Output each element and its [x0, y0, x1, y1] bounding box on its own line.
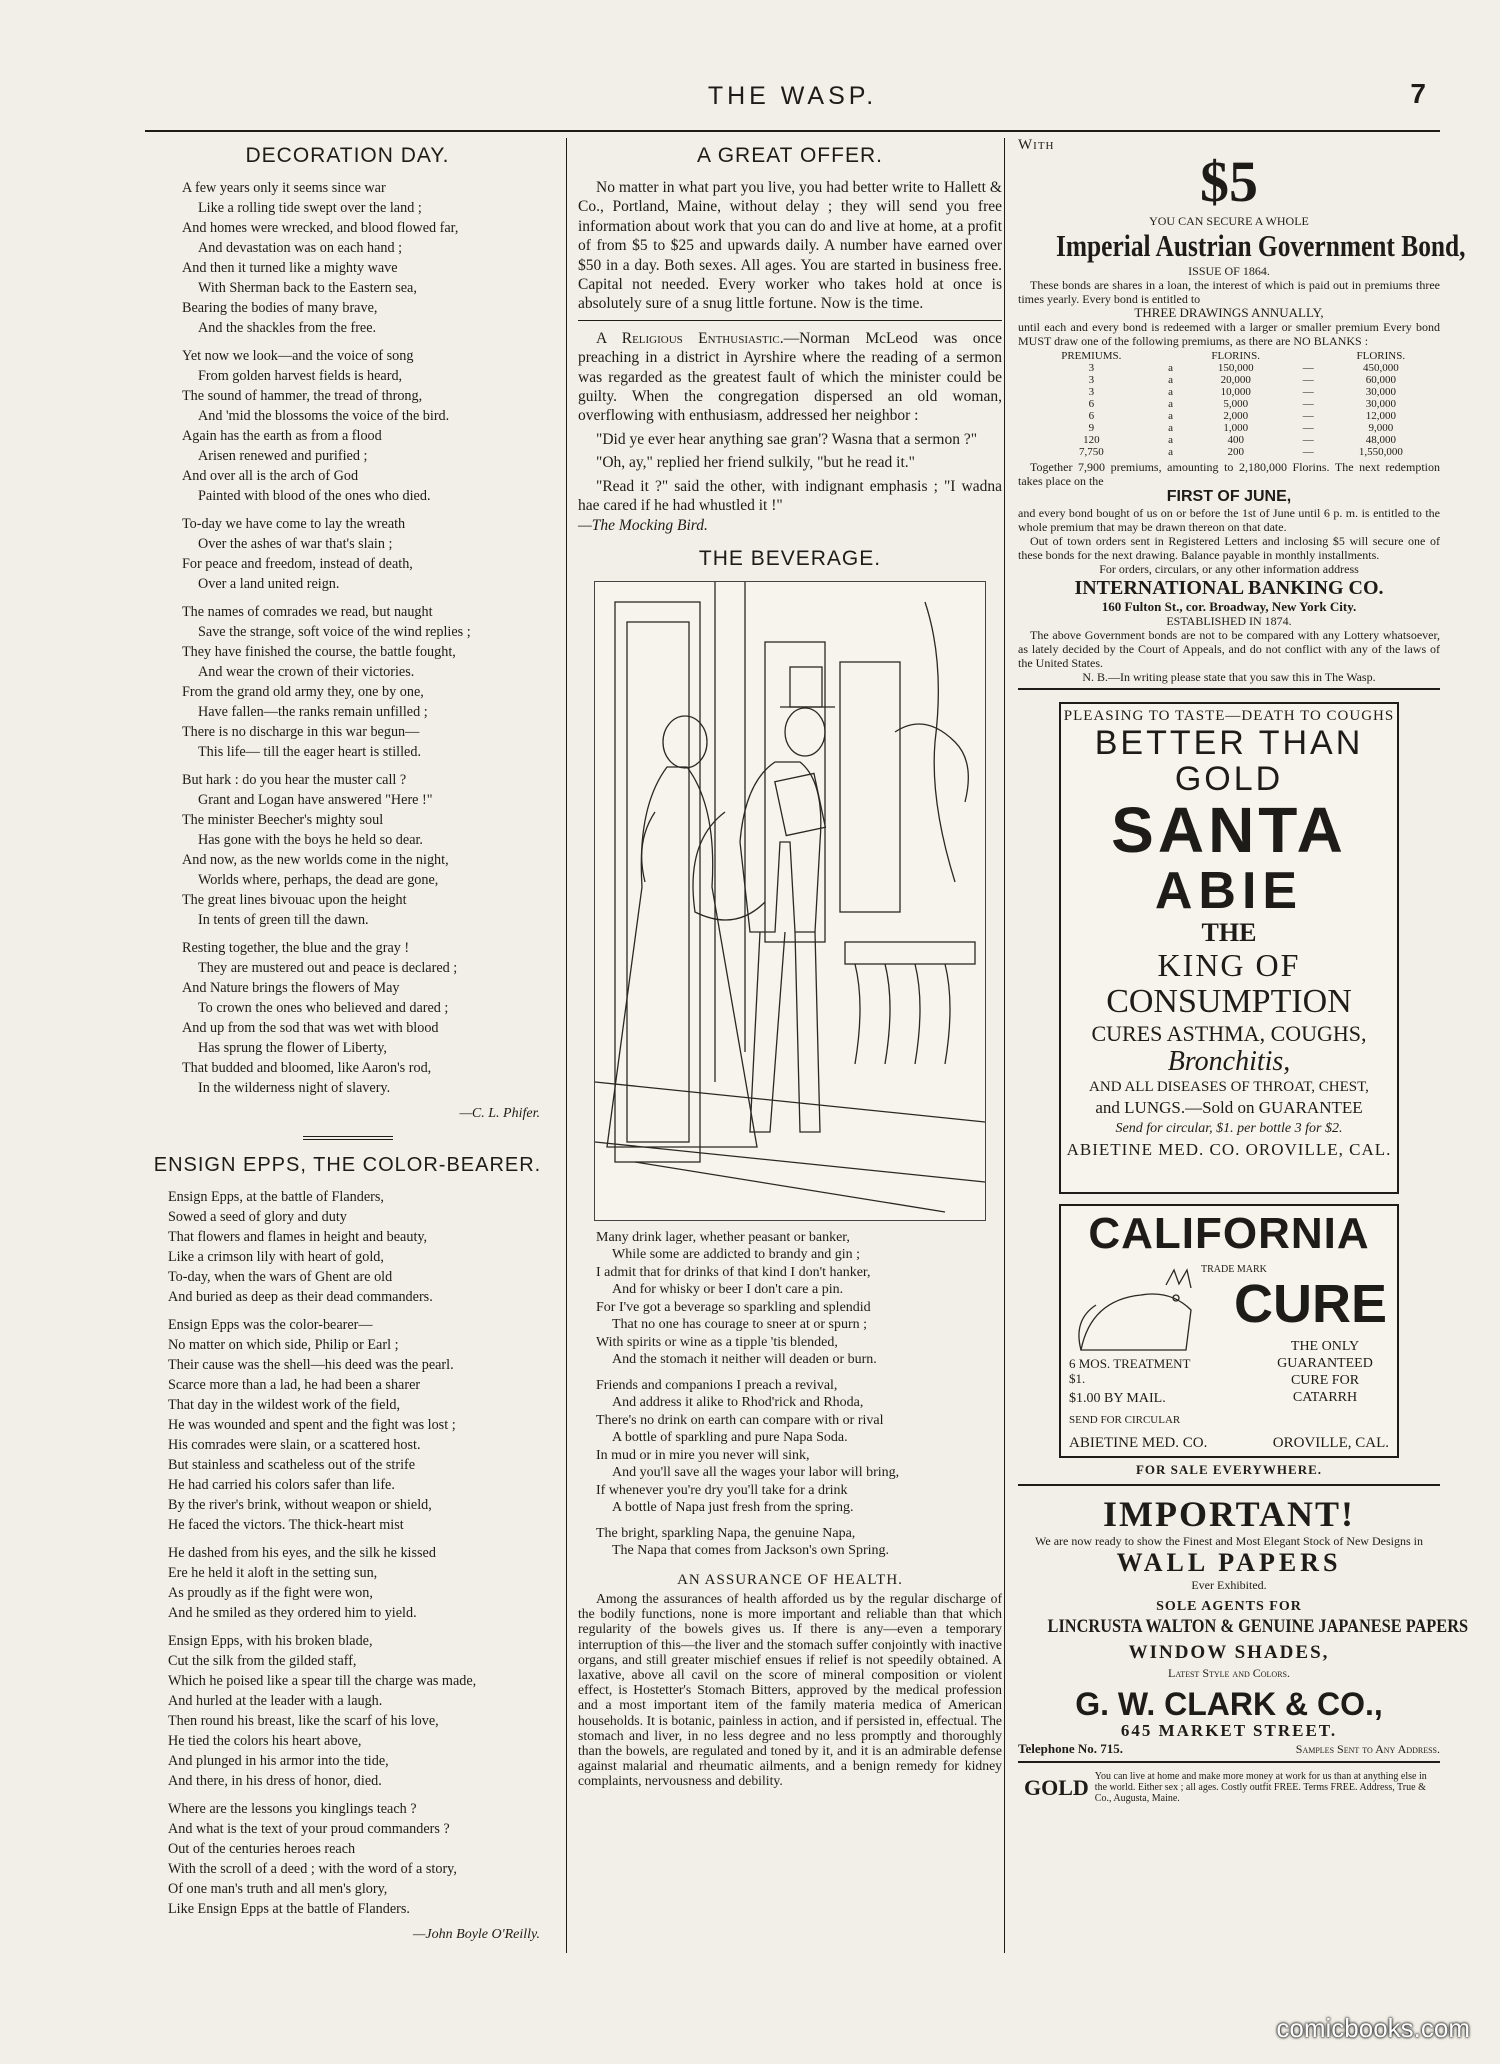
stanza — [182, 602, 560, 762]
santa-l9: Bronchitis, — [1167, 1046, 1291, 1077]
stanza — [182, 346, 560, 506]
poem-line: They have finished the course, the battle fought, — [182, 644, 456, 660]
beverage-illustration — [594, 581, 986, 1221]
poem-line: From golden harvest fields is heard, — [198, 368, 403, 384]
premiums-cell: 450,000 — [1362, 362, 1399, 374]
premiums-cell: 2,000 — [1223, 410, 1249, 422]
poem-line: Of one man's truth and all men's glory, — [168, 1881, 388, 1897]
stanza — [182, 770, 560, 930]
poem-line: Painted with blood of the ones who died. — [198, 488, 431, 504]
page-header — [145, 78, 1440, 132]
religious-source: —The Mocking Bird. — [578, 516, 708, 534]
stanza — [168, 1631, 560, 1791]
premiums-header-cell: PREMIUMS. — [1061, 350, 1122, 362]
premiums-row — [1018, 398, 1440, 410]
religious-p1: —Norman McLeod was once preaching in a district in Ayrshire where the reading of a sermon was regarded as the greatest fault of which the minister could be guilty. When the congregation dispersed an old woman, overflowing with enthusiasm, addressed her neighbor : — [578, 329, 1002, 425]
premiums-cell: — — [1302, 398, 1314, 410]
clark-p1: We are now ready to show the Finest and Most Elegant Stock of New Designs in — [1035, 1534, 1423, 1548]
bond-text-7: The above Government bonds are not to be compared with any Lottery whatsoever, as lately decided by the Court of Appeals, and do not conflict with any of the laws of the United States. — [1018, 628, 1440, 670]
calcure-l2: CURE — [1233, 1274, 1387, 1334]
bank-address: 160 Fulton St., cor. Broadway, New York City. — [1101, 599, 1357, 614]
poem-line: For I've got a beverage so sparkling and splendid — [596, 1299, 871, 1315]
poem-line: He dashed from his eyes, and the silk he kissed — [168, 1545, 436, 1561]
middle-column — [578, 140, 1002, 1793]
stanza — [168, 1799, 560, 1919]
poem-line: That day in the wildest work of the field, — [168, 1397, 401, 1413]
great-offer-text — [578, 178, 1002, 314]
premiums-cell: 30,000 — [1365, 398, 1396, 410]
poem-line: And buried as deep as their dead commanders. — [168, 1289, 433, 1305]
stanza — [168, 1187, 560, 1307]
santa-l8: CURES ASTHMA, COUGHS, — [1091, 1021, 1367, 1046]
poem-line: And wear the crown of their victories. — [198, 664, 415, 680]
poem-line: And now, as the new worlds come in the night, — [182, 852, 449, 868]
premiums-cell: a — [1168, 422, 1174, 434]
premiums-cell: 48,000 — [1365, 434, 1396, 446]
premiums-cell: 6 — [1088, 410, 1095, 422]
stanza — [182, 938, 560, 1098]
premiums-cell: a — [1168, 434, 1174, 446]
calcure-l4: $1.00 BY MAIL. — [1069, 1391, 1166, 1406]
religious-lead: A Religious Enthusiastic. — [596, 329, 784, 347]
poem-line: Out of the centuries heroes reach — [168, 1841, 356, 1857]
health-title: AN ASSURANCE OF HEALTH. — [677, 1571, 903, 1588]
page-number: 7 — [1410, 78, 1426, 109]
poem-line: To-day we have come to lay the wreath — [182, 516, 406, 532]
poem-line: They are mustered out and peace is declared ; — [198, 960, 458, 976]
poem-line: Where are the lessons you kinglings teach ? — [168, 1801, 417, 1817]
poem-line: Grant and Logan have answered "Here !" — [198, 792, 433, 808]
poem-line: The sound of hammer, the tread of throng, — [182, 388, 423, 404]
poem-line: As proudly as if the fight were won, — [168, 1585, 373, 1601]
poem-line: Have fallen—the ranks remain unfilled ; — [198, 704, 428, 720]
poem-line: And the stomach it neither will deaden or burn. — [612, 1352, 877, 1368]
ensign-epps-signature: —John Boyle O'Reilly. — [412, 1927, 540, 1942]
premiums-cell: 3 — [1088, 386, 1095, 398]
santa-l3: SANTA — [1111, 794, 1347, 866]
poem-line: Save the strange, soft voice of the wind replies ; — [198, 624, 471, 640]
premiums-row — [1018, 374, 1440, 386]
gold-text: You can live at home and make more money at work for us than at anything else in the world. Either sex ; all ages. Costly outfit FREE. Terms FREE. Address, True & Co., Augusta, Maine. — [1094, 1771, 1427, 1804]
santa-l5: THE — [1201, 918, 1257, 947]
poem-line: And over all is the arch of God — [182, 468, 359, 484]
cat-illustration — [1071, 1260, 1201, 1360]
santa-abie-advertisement — [1059, 702, 1399, 1194]
stanza — [182, 178, 560, 338]
stanza — [596, 1377, 1002, 1517]
poem-line: Resting together, the blue and the gray ! — [182, 940, 410, 956]
poem-line: And Nature brings the flowers of May — [182, 980, 400, 996]
premiums-row — [1018, 410, 1440, 422]
poem-line: Cut the silk from the gilded staff, — [168, 1653, 357, 1669]
poem-line: Then round his breast, like the scarf of his love, — [168, 1713, 439, 1729]
poem-line: He tied the colors his heart above, — [168, 1733, 362, 1749]
beverage-title: THE BEVERAGE. — [698, 546, 882, 570]
poem-line: And address it alike to Rhod'rick and Rhoda, — [612, 1395, 864, 1411]
premiums-header-cell: FLORINS. — [1356, 350, 1406, 362]
premiums-row — [1018, 386, 1440, 398]
poem-line: For peace and freedom, instead of death, — [182, 556, 413, 572]
poem-line: If whenever you're dry you'll take for a drink — [596, 1482, 848, 1498]
divider — [578, 320, 1002, 321]
religious-enthusiastic-article — [578, 329, 1002, 535]
calcure-l6: THE ONLY GUARANTEED CURE FOR CATARRH — [1277, 1339, 1373, 1405]
health-paragraph: Among the assurances of health afforded us by the regular discharge of the bodily functions, none is more important and reliable than that which regularity of the bowels gives us. If there is any—even a temporary interruption of this—the liver and the stomach suffer conjointly with inactive organs, and still greater mischief ensues if relief is not speedily obtained. A laxative, above all cavil on the score of mineral composition or violent effect, is Hostetter's Stomach Bitters, approved by the medical profession and a most important item of the family materia medica of American households. It is botanic, painless in action, and if persisted in, effectual. The stomach and liver, in no less degree and no less promptly and thoroughly than the bowels, are regulated and toned by it, and it is an admirable defense against malarial and rheumatic ailments, and a benign remedy for kidney complaints, nervousness and debility. — [578, 1590, 1002, 1789]
bond-text-4: and every bond bought of us on or before the 1st of June until 6 p. m. is entitled to the whole premium that may be drawn thereon on that date. — [1018, 506, 1440, 534]
poem-line: Like a crimson lily with heart of gold, — [168, 1249, 384, 1265]
premiums-cell: — — [1302, 446, 1314, 458]
poem-line: A bottle of sparkling and pure Napa Soda. — [612, 1430, 848, 1446]
poem-line: I admit that for drinks of that kind I don't hanker, — [596, 1264, 871, 1280]
premiums-cell: — — [1302, 410, 1314, 422]
poem-line: There is no discharge in this war begun— — [182, 724, 420, 740]
great-offer-paragraph: No matter in what part you live, you had better write to Hallett & Co., Portland, Maine, without delay ; they will send you free information about work that you can do and live at home, at a profit of from $5 to $25 and upwards daily. A number have earned over $50 in a day. Both sexes. All ages. You are started in business free. Capital not needed. Every worker who takes hold at once is absolutely sure of a snug little fortune. Now is the time. — [578, 179, 1002, 313]
premiums-cell: 6 — [1088, 398, 1095, 410]
bond-price: $5 — [1200, 149, 1258, 214]
bond-text-8: N. B.—In writing please state that you saw this in The Wasp. — [1018, 670, 1440, 690]
poem-line: And the shackles from the free. — [198, 320, 377, 336]
santa-l4: ABIE — [1154, 862, 1304, 920]
poem-line: Which he poised like a spear till the charge was made, — [168, 1673, 477, 1689]
poem-line: Scarce more than a lad, he had been a sharer — [168, 1377, 421, 1393]
poem-line: The bright, sparkling Napa, the genuine Napa, — [596, 1525, 856, 1541]
poem-line: With Sherman back to the Eastern sea, — [198, 280, 417, 296]
stanza — [182, 514, 560, 594]
poem-line: This life— till the eager heart is stilled. — [198, 744, 421, 760]
poem-line: With spirits or wine as a tipple 'tis blended, — [596, 1334, 838, 1350]
poem-line: Like a rolling tide swept over the land ; — [198, 200, 422, 216]
poem-line: That budded and bloomed, like Aaron's rod, — [182, 1060, 432, 1076]
poem-line: And then it turned like a mighty wave — [182, 260, 398, 276]
poem-line: The minister Beecher's mighty soul — [182, 812, 384, 828]
decoration-day-poem — [135, 178, 560, 1098]
column-rule-left — [566, 138, 567, 1953]
premiums-cell: 60,000 — [1365, 374, 1396, 386]
clark-samples: Samples Sent to Any Address. — [1295, 1742, 1440, 1756]
santa-l12: Send for circular, $1. per bottle 3 for $2. — [1115, 1121, 1343, 1136]
poem-line: No matter on which side, Philip or Earl ; — [168, 1337, 399, 1353]
santa-l1: PLEASING TO TASTE—DEATH TO COUGHS — [1063, 708, 1395, 724]
poem-line: He faced the victors. The thick-heart mist — [168, 1517, 404, 1533]
bond-text-5: Out of town orders sent in Registered Letters and inclosing $5 will secure one of these bonds for the next drawing. Balance payable in monthly installments. — [1018, 534, 1440, 562]
poem-line: And homes were wrecked, and blood flowed far, — [182, 220, 459, 236]
clark-latest: Latest Style and Colors. — [1167, 1666, 1290, 1680]
premiums-cell: 3 — [1088, 362, 1095, 374]
premiums-cell: — — [1302, 374, 1314, 386]
clark-telephone: Telephone No. 715. — [1018, 1741, 1123, 1756]
poem-line: The great lines bivouac upon the height — [182, 892, 407, 908]
poem-line: By the river's brink, without weapon or shield, — [168, 1497, 432, 1513]
bond-advertisement — [1018, 137, 1466, 690]
bond-drawings: THREE DRAWINGS ANNUALLY, — [1134, 305, 1324, 320]
premiums-cell: a — [1168, 374, 1174, 386]
poem-line: In tents of green till the dawn. — [198, 912, 369, 928]
poem-line: In mud or in mire you never will sink, — [596, 1447, 810, 1463]
santa-l7: CONSUMPTION — [1106, 983, 1352, 1020]
premiums-cell: 12,000 — [1365, 410, 1396, 422]
gold-word: GOLD — [1024, 1774, 1089, 1800]
bond-with: With — [1018, 137, 1055, 153]
poem-line: That flowers and flames in height and beauty, — [168, 1229, 428, 1245]
ensign-epps-title: ENSIGN EPPS, THE COLOR-BEARER. — [153, 1154, 542, 1176]
santa-l11: and LUNGS.—Sold on GUARANTEE — [1095, 1098, 1363, 1117]
bond-issue: ISSUE OF 1864. — [1188, 264, 1270, 278]
premiums-cell: 7,750 — [1078, 446, 1104, 458]
premiums-cell: 20,000 — [1220, 374, 1251, 386]
stanza — [168, 1543, 560, 1623]
premiums-header-cell — [1165, 350, 1177, 362]
great-offer-title: A GREAT OFFER. — [697, 144, 883, 167]
poem-line: And hurled at the leader with a laugh. — [168, 1693, 383, 1709]
masthead-title: THE WASP. — [707, 82, 878, 110]
poem-line: A few years only it seems since war — [182, 180, 386, 196]
clark-important: IMPORTANT! — [1102, 1494, 1356, 1534]
religious-paragraph-3: "Oh, ay," replied her friend sulkily, "but he read it." — [596, 454, 915, 472]
premiums-cell: 5,000 — [1223, 398, 1249, 410]
poem-line: He was wounded and spent and the fight was lost ; — [168, 1417, 456, 1433]
bond-title: Imperial Austrian Government Bond, — [1055, 228, 1466, 263]
poem-line: Has gone with the boys he held so dear. — [198, 832, 423, 848]
bond-secure: YOU CAN SECURE A WHOLE — [1149, 214, 1309, 228]
poem-line: And he smiled as they ordered him to yield. — [168, 1605, 417, 1621]
calcure-l1: CALIFORNIA — [1088, 1209, 1370, 1258]
section-separator — [303, 1136, 393, 1140]
premiums-cell: 9 — [1088, 422, 1095, 434]
poem-line: Again has the earth as from a flood — [182, 428, 382, 444]
poem-line: Arisen renewed and purified ; — [198, 448, 368, 464]
premiums-row — [1018, 446, 1440, 458]
calcure-trademark: TRADE MARK — [1201, 1264, 1267, 1275]
decoration-day-title: DECORATION DAY. — [245, 144, 450, 167]
poem-line: Ere he held it aloft in the setting sun, — [168, 1565, 378, 1581]
clark-exhibited: Ever Exhibited. — [1191, 1578, 1267, 1592]
santa-l2: BETTER THAN GOLD — [1094, 724, 1364, 798]
poem-line: And 'mid the blossoms the voice of the bird. — [198, 408, 450, 424]
poem-line: Many drink lager, whether peasant or banker, — [596, 1229, 850, 1245]
premiums-cell: a — [1168, 446, 1174, 458]
santa-l13: ABIETINE MED. CO. OROVILLE, CAL. — [1066, 1140, 1392, 1159]
poem-line: Yet now we look—and the voice of song — [182, 348, 414, 364]
calcure-sale: FOR SALE EVERYWHERE. — [1018, 1458, 1440, 1486]
illustration-drawing — [595, 582, 985, 1220]
poem-line: He had carried his colors safer than life. — [168, 1477, 395, 1493]
clark-advertisement — [1018, 1494, 1469, 1763]
calcure-l3: 6 MOS. TREATMENT $1. — [1069, 1356, 1191, 1386]
poem-line: In the wilderness night of slavery. — [198, 1080, 391, 1096]
clark-street: 645 MARKET STREET. — [1120, 1721, 1338, 1740]
poem-line: And you'll save all the wages your labor will bring, — [612, 1465, 900, 1481]
bond-text-2: until each and every bond is redeemed with a larger or smaller premium Every bond MUST draw one of the following premiums, as there are NO BLANKS : — [1018, 320, 1440, 348]
premiums-cell: 120 — [1083, 434, 1100, 446]
calcure-l7: ABIETINE MED. CO. — [1069, 1435, 1208, 1451]
poem-line: To-day, when the wars of Ghent are old — [168, 1269, 393, 1285]
premiums-cell: — — [1302, 362, 1314, 374]
poem-line: The Napa that comes from Jackson's own Spring. — [612, 1543, 890, 1559]
gold-advertisement — [1018, 1771, 1440, 1804]
poem-line: Friends and companions I preach a revival, — [596, 1377, 838, 1393]
premiums-cell: 150,000 — [1217, 362, 1254, 374]
california-cure-advertisement — [1059, 1204, 1399, 1458]
poem-line: And for whisky or beer I don't care a pin. — [612, 1282, 844, 1298]
clark-footer — [1018, 1738, 1440, 1763]
poem-line: There's no drink on earth can compare with or rival — [596, 1412, 884, 1428]
clark-agents: SOLE AGENTS FOR — [1156, 1599, 1302, 1614]
poem-line: And what is the text of your proud commanders ? — [168, 1821, 450, 1837]
bank-established: ESTABLISHED IN 1874. — [1166, 614, 1292, 628]
clark-company: G. W. CLARK & CO., — [1075, 1686, 1383, 1722]
poem-line: Ensign Epps, at the battle of Flanders, — [168, 1189, 384, 1205]
santa-l6: KING OF — [1157, 947, 1301, 983]
poem-line: Ensign Epps, with his broken blade, — [168, 1633, 373, 1649]
premiums-cell: 30,000 — [1365, 386, 1396, 398]
premiums-cell: a — [1168, 410, 1174, 422]
bond-text-6: For orders, circulars, or any other information address — [1099, 562, 1359, 576]
premiums-cell: a — [1168, 386, 1174, 398]
column-rule-right — [1004, 138, 1005, 1953]
poem-line: A bottle of Napa just fresh from the spring. — [612, 1500, 854, 1516]
premiums-cell: 200 — [1227, 446, 1244, 458]
premiums-row — [1018, 422, 1440, 434]
premiums-cell: — — [1302, 422, 1314, 434]
watermark: comicbooks.com — [1276, 2013, 1470, 2043]
poem-line: But hark : do you hear the muster call ? — [182, 772, 407, 788]
poem-line: Bearing the bodies of many brave, — [182, 300, 378, 316]
poem-line: His comrades were slain, or a scattered host. — [168, 1437, 421, 1453]
premiums-cell: a — [1168, 362, 1174, 374]
premiums-cell: 9,000 — [1368, 422, 1394, 434]
poem-line: With the scroll of a deed ; with the word of a story, — [168, 1861, 457, 1877]
poem-line: But stainless and scatheless out of the strife — [168, 1457, 416, 1473]
poem-line: While some are addicted to brandy and gin ; — [612, 1247, 861, 1263]
premiums-header-cell: FLORINS. — [1211, 350, 1260, 362]
bond-text-3: Together 7,900 premiums, amounting to 2,180,000 Florins. The next redemption takes place on the — [1018, 460, 1440, 488]
religious-paragraph-4 — [578, 477, 1002, 535]
premiums-cell: 10,000 — [1220, 386, 1251, 398]
clark-wall: WALL PAPERS — [1116, 1548, 1342, 1577]
poem-line: Over a land united reign. — [198, 576, 340, 592]
premiums-header-cell — [1295, 350, 1322, 362]
premiums-cell: 1,550,000 — [1358, 446, 1403, 458]
premiums-cell: a — [1168, 398, 1174, 410]
ensign-epps-poem — [135, 1187, 560, 1919]
poem-line: And plunged in his armor into the tide, — [168, 1753, 389, 1769]
poem-line: Worlds where, perhaps, the dead are gone, — [198, 872, 439, 888]
left-column — [135, 140, 560, 1943]
stanza — [596, 1229, 1002, 1369]
poem-line: Has sprung the flower of Liberty, — [198, 1040, 387, 1056]
poem-line: And devastation was on each hand ; — [198, 240, 403, 256]
religious-paragraph-2: "Did ye ever hear anything sae gran'? Wasna that a sermon ?" — [596, 430, 978, 448]
santa-l10: AND ALL DISEASES OF THROAT, CHEST, — [1089, 1079, 1369, 1095]
poem-line: And up from the sod that was wet with blood — [182, 1020, 439, 1036]
poem-line: Their cause was the shell—his deed was the pearl. — [168, 1357, 454, 1373]
bond-text-1: These bonds are shares in a loan, the interest of which is paid out in premiums three times yearly. Every bond is entitled to — [1018, 278, 1440, 306]
premiums-cell: — — [1302, 434, 1314, 446]
bank-name: INTERNATIONAL BANKING CO. — [1074, 577, 1384, 599]
calcure-l8: OROVILLE, CAL. — [1272, 1435, 1389, 1451]
poem-line: Like Ensign Epps at the battle of Flanders. — [168, 1901, 410, 1917]
health-article — [578, 1591, 1002, 1789]
premiums-cell: — — [1302, 386, 1314, 398]
poem-line: Sowed a seed of glory and duty — [168, 1209, 347, 1225]
clark-lincrusta: LINCRUSTA WALTON & GENUINE JAPANESE PAPERS — [1047, 1616, 1469, 1637]
premiums-row — [1018, 362, 1440, 374]
poem-line: That no one has courage to sneer at or spurn ; — [612, 1317, 868, 1333]
right-column — [1018, 137, 1469, 1804]
premiums-row — [1018, 434, 1440, 446]
premiums-cell: 3 — [1088, 374, 1095, 386]
religious-paragraph-1 — [578, 329, 1002, 426]
beverage-poem — [578, 1229, 1002, 1560]
decoration-day-signature: —C. L. Phifer. — [459, 1106, 540, 1121]
poem-line: And there, in his dress of honor, died. — [168, 1773, 382, 1789]
religious-p4: "Read it ?" said the other, with indignant emphasis ; "I wadna hae cared if he had whustled it !" — [578, 477, 1002, 515]
clark-window: WINDOW SHADES, — [1128, 1642, 1330, 1663]
poem-line: From the grand old army they, one by one, — [182, 684, 424, 700]
premiums-cell: 400 — [1227, 434, 1244, 446]
bond-first-june: FIRST OF JUNE, — [1166, 488, 1292, 505]
poem-line: To crown the ones who believed and dared ; — [198, 1000, 449, 1016]
poem-line: The names of comrades we read, but naught — [182, 604, 433, 620]
premiums-table — [1018, 350, 1440, 458]
premiums-cell: 1,000 — [1223, 422, 1249, 434]
poem-line: Over the ashes of war that's slain ; — [198, 536, 393, 552]
stanza — [596, 1525, 1002, 1560]
stanza — [168, 1315, 560, 1535]
poem-line: Ensign Epps was the color-bearer— — [168, 1317, 373, 1333]
calcure-l5: SEND FOR CIRCULAR — [1069, 1414, 1181, 1426]
